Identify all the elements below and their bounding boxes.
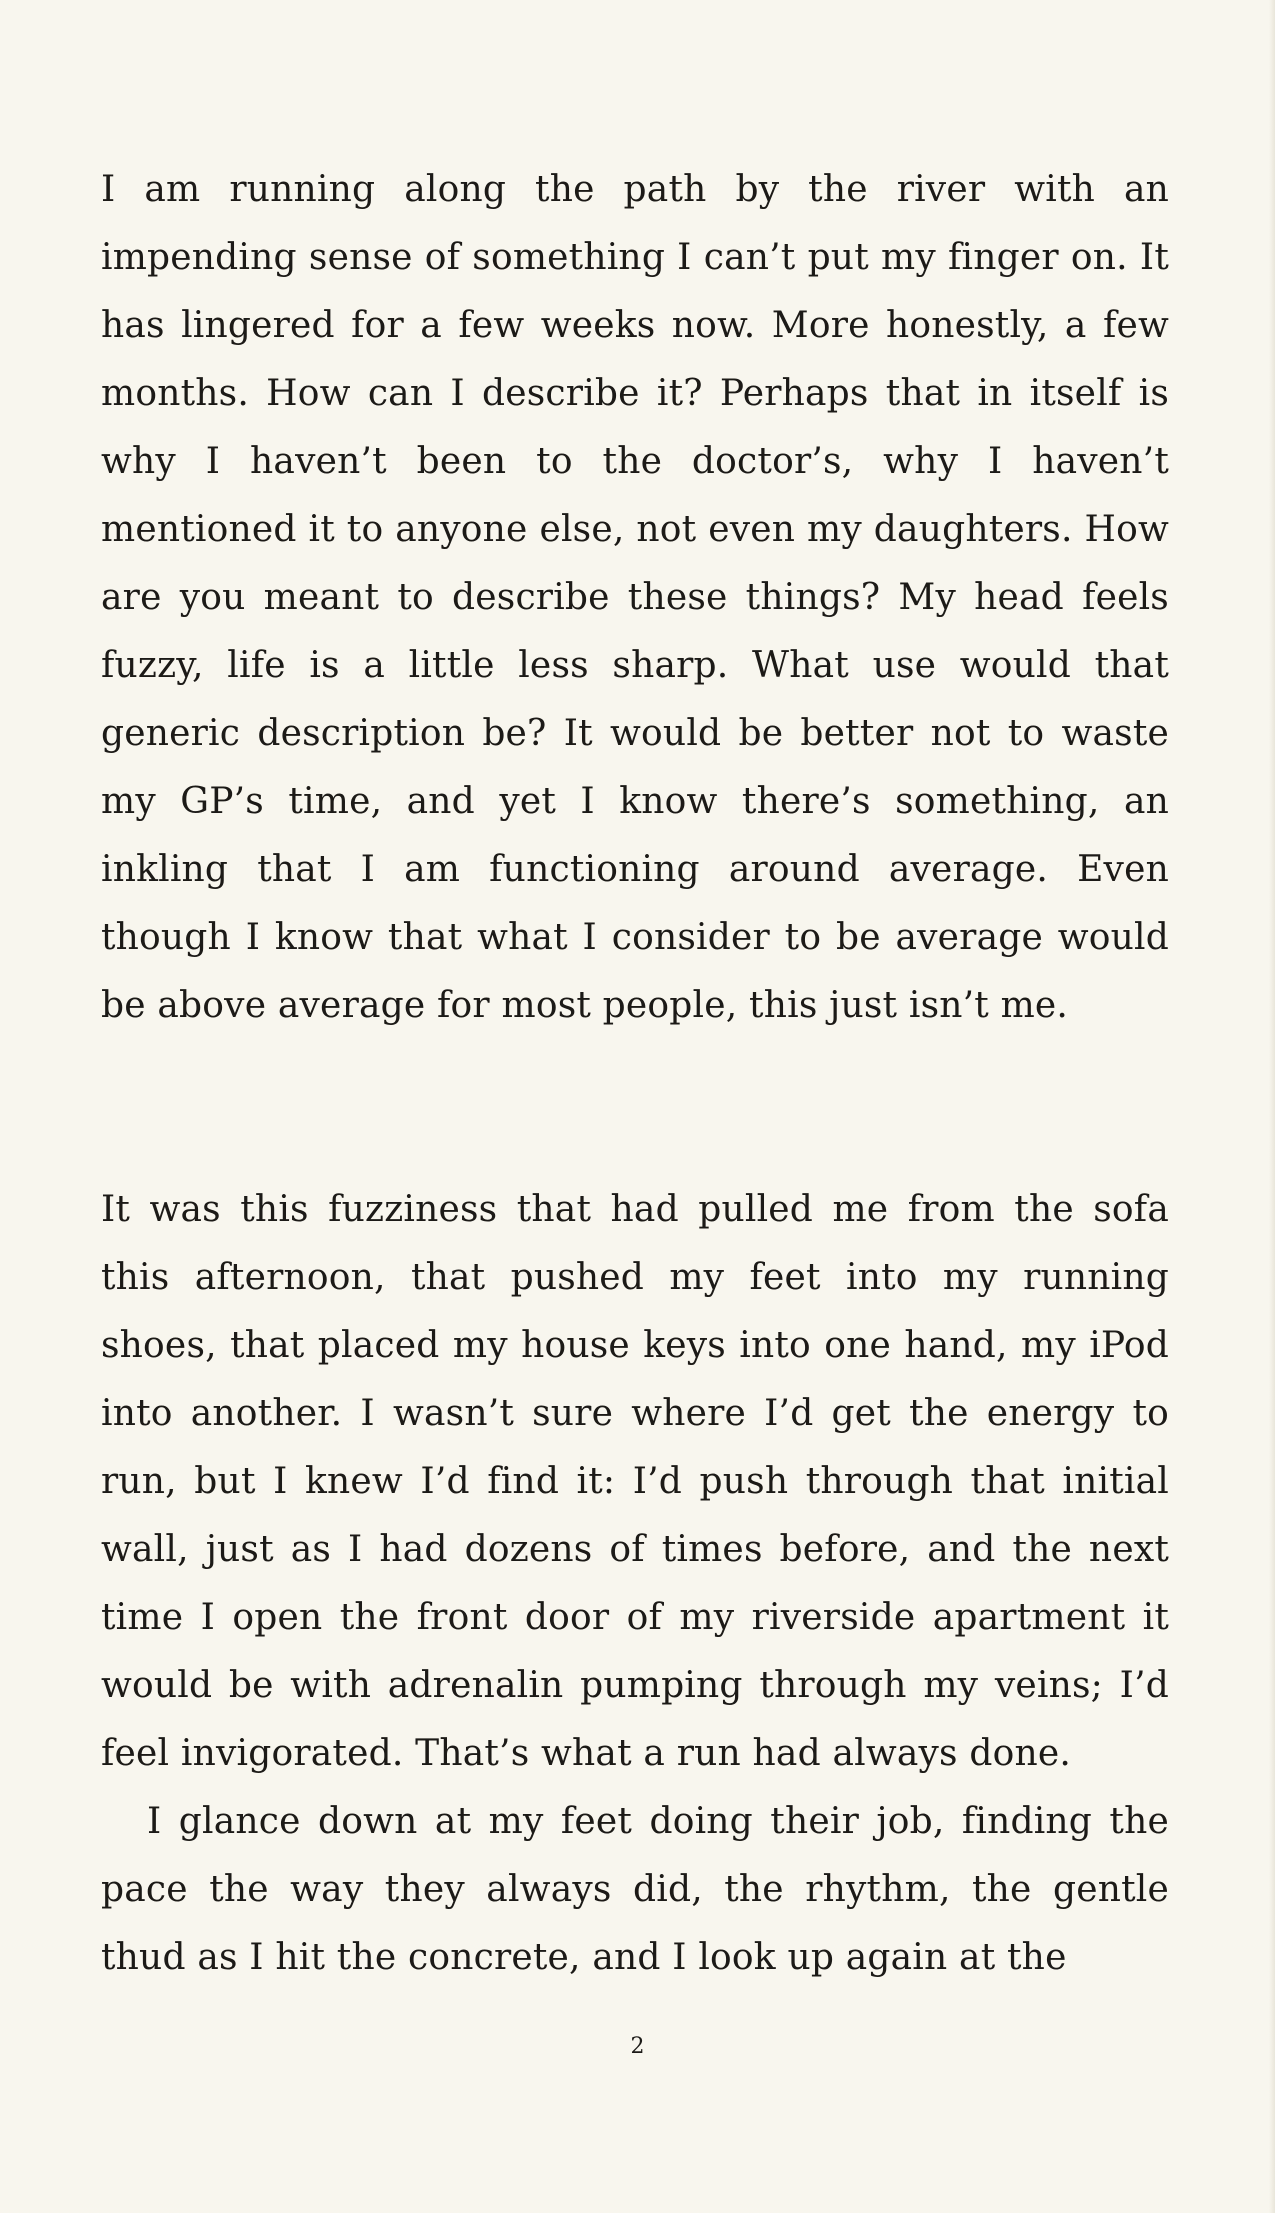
page-number: 2 bbox=[630, 2034, 645, 2059]
paragraph-2: It was this fuzziness that had pulled me from the sofa this afternoon, that pushed my feet into my running shoes, that placed my house keys into one hand, my iPod into another. I wasn’t sure where I’d get the energy to run, but I knew I’d find it: I’d push through that initial wall, just as I had dozens of times before, and the next time I open the front door of my riverside apartment it would be with adrenalin pumping through my veins; I’d feel invigorated. That’s what a run had always done. bbox=[101, 1189, 1169, 1774]
page-edge-shadow bbox=[1269, 0, 1275, 2213]
paragraph-1: I am running along the path by the river with an impending sense of something I can’t put my finger on. It has lingered for a few weeks now. More honestly, a few months. How can I describe it? Perhaps that in itself is why I haven’t been to the doctor’s, why I haven’t mentioned it to anyone else, not even my daughters. How are you meant to describe these things? My head feels fuzzy, life is a little less sharp. What use would that generic description be? It would be better not to waste my GP’s time, and yet I know there’s something, an inkling that I am functioning around average. Even though I know that what I consider to be average would be above average for most people, this just isn’t me. bbox=[101, 169, 1169, 1026]
paragraph-3: I glance down at my feet doing their job, finding the pace the way they always did, the rhythm, the gentle thud as I hit the concrete, and I look up again at the bbox=[101, 1801, 1169, 1978]
